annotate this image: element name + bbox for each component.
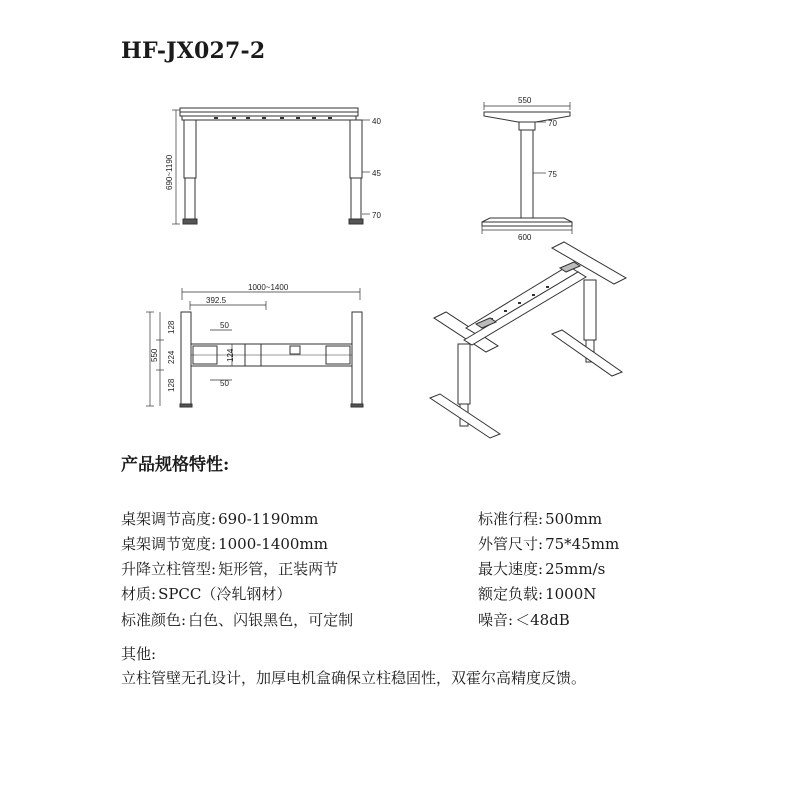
spec-value: 500mm <box>545 510 603 528</box>
spec-value: 690-1190mm <box>218 510 319 528</box>
spec-row <box>121 533 328 554</box>
spec-value: 25mm/s <box>545 560 606 578</box>
front-view-drawing <box>172 108 370 224</box>
top-offset-dim: 392.5 <box>206 296 227 305</box>
other-description: 立柱管壁无孔设计，加厚电机盒确保立柱稳固性，双霍尔高精度反馈。 <box>121 669 587 687</box>
spec-row <box>478 558 605 579</box>
top-beam-bottom-dim: 50 <box>220 379 229 388</box>
spec-value: 1000-1400mm <box>218 535 328 553</box>
spec-label: 标准颜色: <box>121 611 187 629</box>
spec-label: 额定负载: <box>478 585 544 603</box>
top-beam-mid-dim: 124 <box>226 348 235 362</box>
spec-label: 材质: <box>121 585 157 603</box>
spec-row <box>121 583 291 604</box>
side-dim-top: 70 <box>548 119 557 128</box>
spec-label: 噪音: <box>478 611 514 629</box>
spec-value: 白色、闪银黑色，可定制 <box>188 611 354 629</box>
spec-label: 标准行程: <box>478 510 544 528</box>
side-view-drawing <box>482 102 572 234</box>
spec-value: 75*45mm <box>545 535 620 553</box>
spec-value: 1000N <box>545 585 597 603</box>
spec-row <box>121 558 338 579</box>
spec-row <box>121 609 353 630</box>
spec-row <box>478 609 570 630</box>
top-width-dim: 1000~1400 <box>248 283 289 292</box>
top-seg-top-dim: 128 <box>167 320 176 334</box>
front-height-dim: 690~1190 <box>165 154 174 190</box>
front-dim-mid: 45 <box>372 169 381 178</box>
top-depth-dim: 550 <box>150 348 159 362</box>
spec-label: 最大速度: <box>478 560 544 578</box>
spec-label: 桌架调节高度: <box>121 510 217 528</box>
spec-label: 桌架调节宽度: <box>121 535 217 553</box>
isometric-view-drawing <box>430 242 626 438</box>
spec-row <box>121 508 318 529</box>
spec-label: 外管尺寸: <box>478 535 544 553</box>
spec-label: 升降立柱管型: <box>121 560 217 578</box>
front-dim-bottom: 70 <box>372 211 381 220</box>
other-label: 其他: <box>121 645 157 663</box>
spec-value: ＜48dB <box>515 611 570 629</box>
top-seg-mid-dim: 224 <box>167 350 176 364</box>
spec-row <box>478 508 602 529</box>
top-seg-bottom-dim: 128 <box>167 378 176 392</box>
spec-value: 矩形管，正装两节 <box>218 560 339 578</box>
top-beam-top-dim: 50 <box>220 321 229 330</box>
side-dim-mid: 75 <box>548 170 557 179</box>
spec-value: SPCC（冷轧钢材） <box>158 585 292 603</box>
side-foot-width-dim: 600 <box>518 233 532 242</box>
specs-section-title: 产品规格特性: <box>121 455 230 475</box>
spec-row <box>478 583 596 604</box>
spec-row <box>478 533 619 554</box>
top-view-drawing <box>146 288 363 407</box>
side-top-width-dim: 550 <box>518 96 532 105</box>
product-model-title: HF-JX027-2 <box>121 38 266 64</box>
front-dim-top: 40 <box>372 117 381 126</box>
